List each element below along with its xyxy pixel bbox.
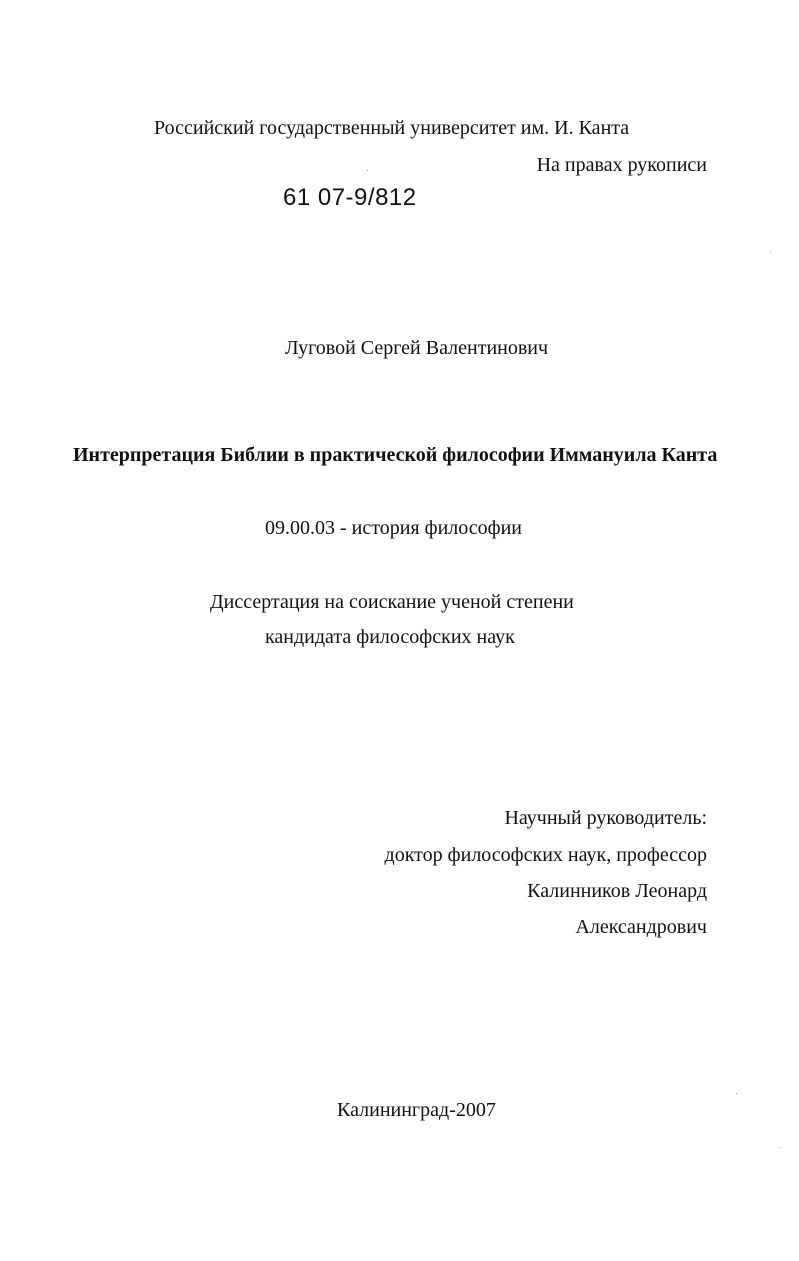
- supervisor-degree: доктор философских наук, профессор: [384, 844, 707, 866]
- scan-speck: [770, 252, 771, 253]
- thesis-title: Интерпретация Библии в практической философии Иммануила Канта: [73, 444, 718, 466]
- specialty-code: 09.00.03 - история философии: [265, 517, 523, 539]
- catalog-number: 61 07-9/812: [283, 184, 417, 211]
- degree-line-1: Диссертация на соискание ученой степени: [210, 591, 574, 613]
- supervisor-name-line-1: Калинников Леонард: [527, 880, 707, 902]
- manuscript-note: На правах рукописи: [536, 154, 707, 176]
- supervisor-label: Научный руководитель:: [504, 807, 707, 829]
- supervisor-name-line-2: Александрович: [575, 916, 707, 938]
- scan-speck: [736, 1093, 737, 1094]
- university-name: Российский государственный университет им. И. Канта: [154, 117, 630, 139]
- scan-speck: [367, 170, 368, 171]
- degree-line-2: кандидата философских наук: [265, 626, 515, 648]
- scan-speck: [779, 1147, 780, 1148]
- author-name: Луговой Сергей Валентинович: [285, 337, 549, 359]
- city-year: Калининград-2007: [337, 1099, 496, 1121]
